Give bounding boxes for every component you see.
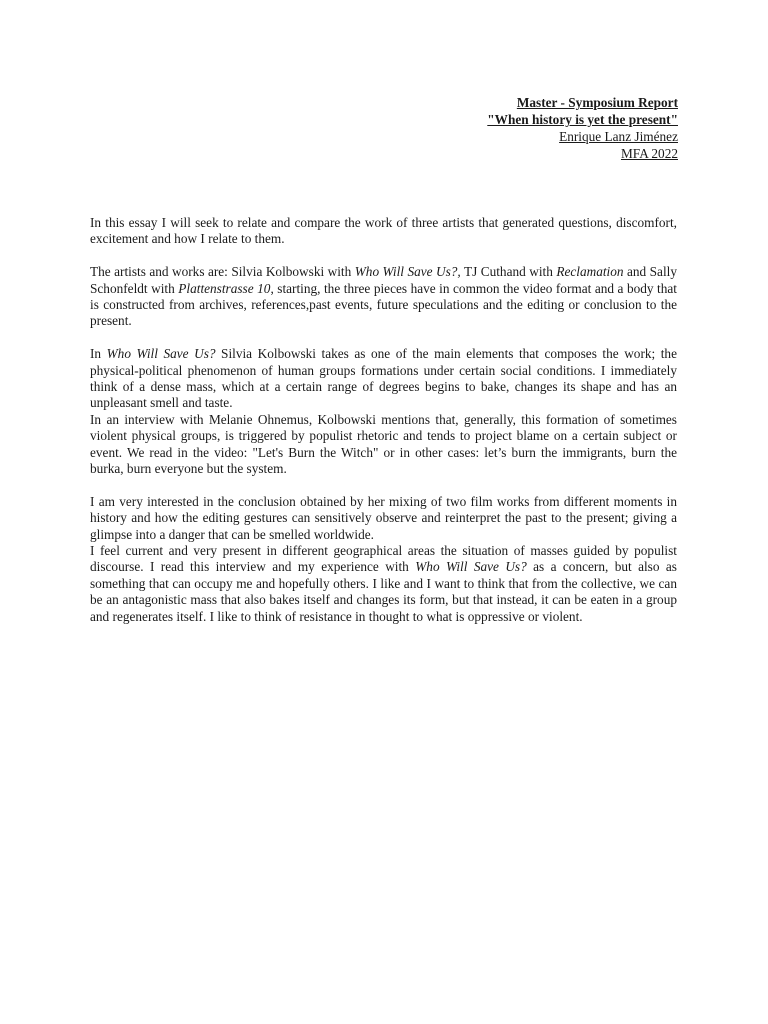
paragraph-spacer	[90, 477, 677, 493]
paragraph-intro	[90, 215, 677, 248]
program-year: MFA 2022	[620, 146, 678, 161]
artwork-title: Reclamation	[556, 264, 624, 280]
paragraph-text: as a concern, but also as something that can occupy me and hopefully others. I like and I want to think that from the collective, we can be an antagonistic mass that also bakes itself and changes its form, but that instead, it can be eaten in a group and regenerates itself. I like to think of resistance in thought to what is oppressive or violent.	[90, 559, 677, 624]
artwork-title: Plattenstrasse 10	[178, 280, 271, 296]
artwork-title: Who Will Save Us?	[415, 559, 527, 575]
paragraph-spacer	[90, 330, 677, 346]
paragraph-spacer	[90, 248, 677, 264]
paragraph-kolbowski	[90, 346, 677, 412]
report-title: Master - Symposium Report	[516, 95, 678, 110]
artwork-title: Who Will Save Us?,	[354, 264, 461, 280]
paragraph-reflection	[90, 543, 677, 625]
report-header	[487, 94, 678, 162]
paragraph-text: Silvia Kolbowski takes as one of the main elements that composes the work; the physical-political phenomenon of human groups formations under certain social conditions. I immediately think of a dense mass, which at a certain range of degrees begins to bake, changes its shape and has an unpleasant smell and taste.	[90, 346, 677, 411]
paragraph-text: , starting, the three pieces have in common the video format and a body that is constructed from archives, references,past events, future speculations and the editing or conclusion to the present.	[90, 280, 678, 329]
paragraph-text: The artists and works are: Silvia Kolbowski with	[90, 264, 355, 280]
paragraph-text: In	[90, 346, 107, 362]
paragraph-artists	[90, 264, 677, 330]
artwork-title: Who Will Save Us?	[106, 346, 216, 362]
paragraph-text: I feel current and very present in different geographical areas the situation of masses guided by populist discourse. I read this interview and my experience with	[90, 543, 677, 575]
essay-body	[90, 215, 677, 625]
author-name: Enrique Lanz Jiménez	[559, 129, 678, 144]
paragraph-text: I am very interested in the conclusion obtained by her mixing of two film works from different moments in history and how the editing gestures can sensitively observe and reinterpret the past to the present; giving a glimpse into a danger that can be smelled worldwide.	[90, 493, 677, 542]
paragraph-text: and Sally Schonfeldt with	[90, 264, 677, 296]
paragraph-text: In an interview with Melanie Ohnemus, Kolbowski mentions that, generally, this formation of sometimes violent physical groups, is triggered by populist rhetoric and tends to project blame on a certain subject or event. We read in the video: "Let's Burn the Witch" or in other cases: let’s burn the immigrants, burn the burka, burn everyone but the system.	[90, 411, 677, 477]
report-subtitle: "When history is yet the present"	[487, 112, 678, 127]
paragraph-interview	[90, 412, 677, 478]
paragraph-conclusion	[90, 494, 677, 543]
paragraph-text: In this essay I will seek to relate and compare the work of three artists that generated questions, discomfort, excitement and how I relate to them.	[90, 215, 677, 247]
paragraph-text: TJ Cuthand with	[460, 264, 557, 280]
